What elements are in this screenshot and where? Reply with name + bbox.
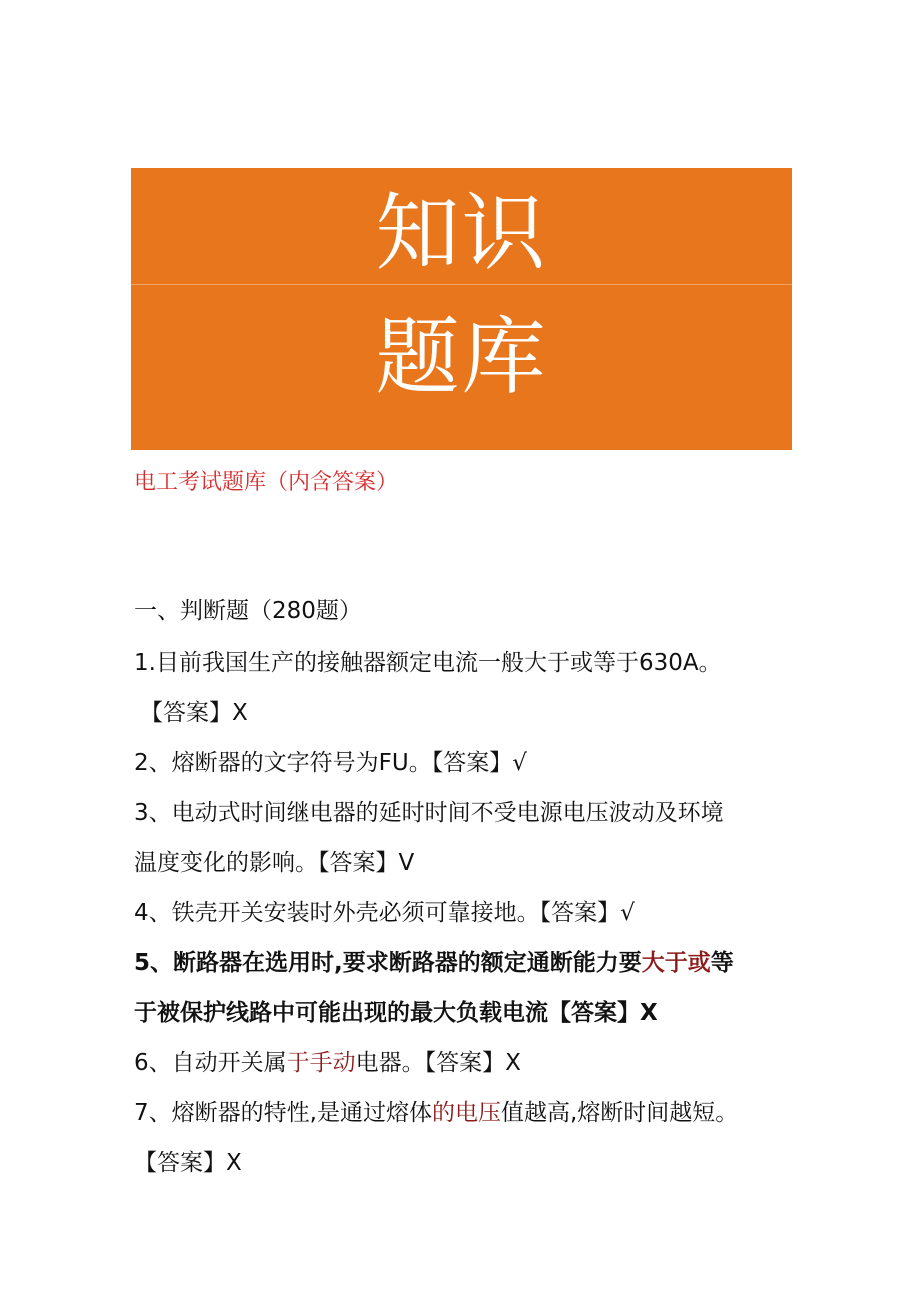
question-6-text-end: 电器。【答案】X <box>355 1050 521 1076</box>
question-2-line-1: 2、熔断器的文字符号为FU。【答案】√ <box>134 750 527 776</box>
question-1-line-1: 1.目前我国生产的接触器额定电流一般大于或等于630A。 <box>134 650 722 676</box>
question-6-line-1 <box>134 1048 521 1078</box>
section-title: 一、判断题（280题） <box>134 598 362 624</box>
question-7-text: 7、熔断器的特性,是通过熔体 <box>134 1100 432 1126</box>
question-3-line-2: 温度变化的影响。【答案】V <box>134 850 415 876</box>
question-5-text: 5、断路器在选用时,要求断路器的额定通断能力要 <box>134 950 642 976</box>
question-4-line-1: 4、铁壳开关安装时外壳必须可靠接地。【答案】√ <box>134 900 635 926</box>
question-6-highlight: 于手动 <box>286 1050 356 1076</box>
document-subtitle: 电工考试题库（内含答案） <box>134 470 399 495</box>
question-6-text: 6、自动开关属 <box>134 1050 287 1076</box>
question-7-answer: 【答案】X <box>134 1150 242 1176</box>
title-banner <box>131 168 792 450</box>
question-7-highlight: 的电压 <box>431 1100 501 1126</box>
banner-title-line-1: 知识 <box>375 184 548 282</box>
question-5-line-2: 于被保护线路中可能出现的最大负载电流【答案】X <box>134 1000 658 1026</box>
question-7-text-end: 值越高,熔断时间越短。 <box>500 1100 739 1126</box>
question-7-line-1 <box>134 1098 738 1128</box>
banner-divider <box>131 284 792 285</box>
question-5-text-end: 等 <box>710 950 734 976</box>
question-5-line-1 <box>134 948 734 978</box>
question-5-highlight: 大于或 <box>641 950 711 976</box>
banner-title-line-2: 题库 <box>375 308 548 406</box>
question-1-answer: 【答案】X <box>140 700 248 726</box>
question-3-line-1: 3、电动式时间继电器的延时时间不受电源电压波动及环境 <box>134 800 724 826</box>
